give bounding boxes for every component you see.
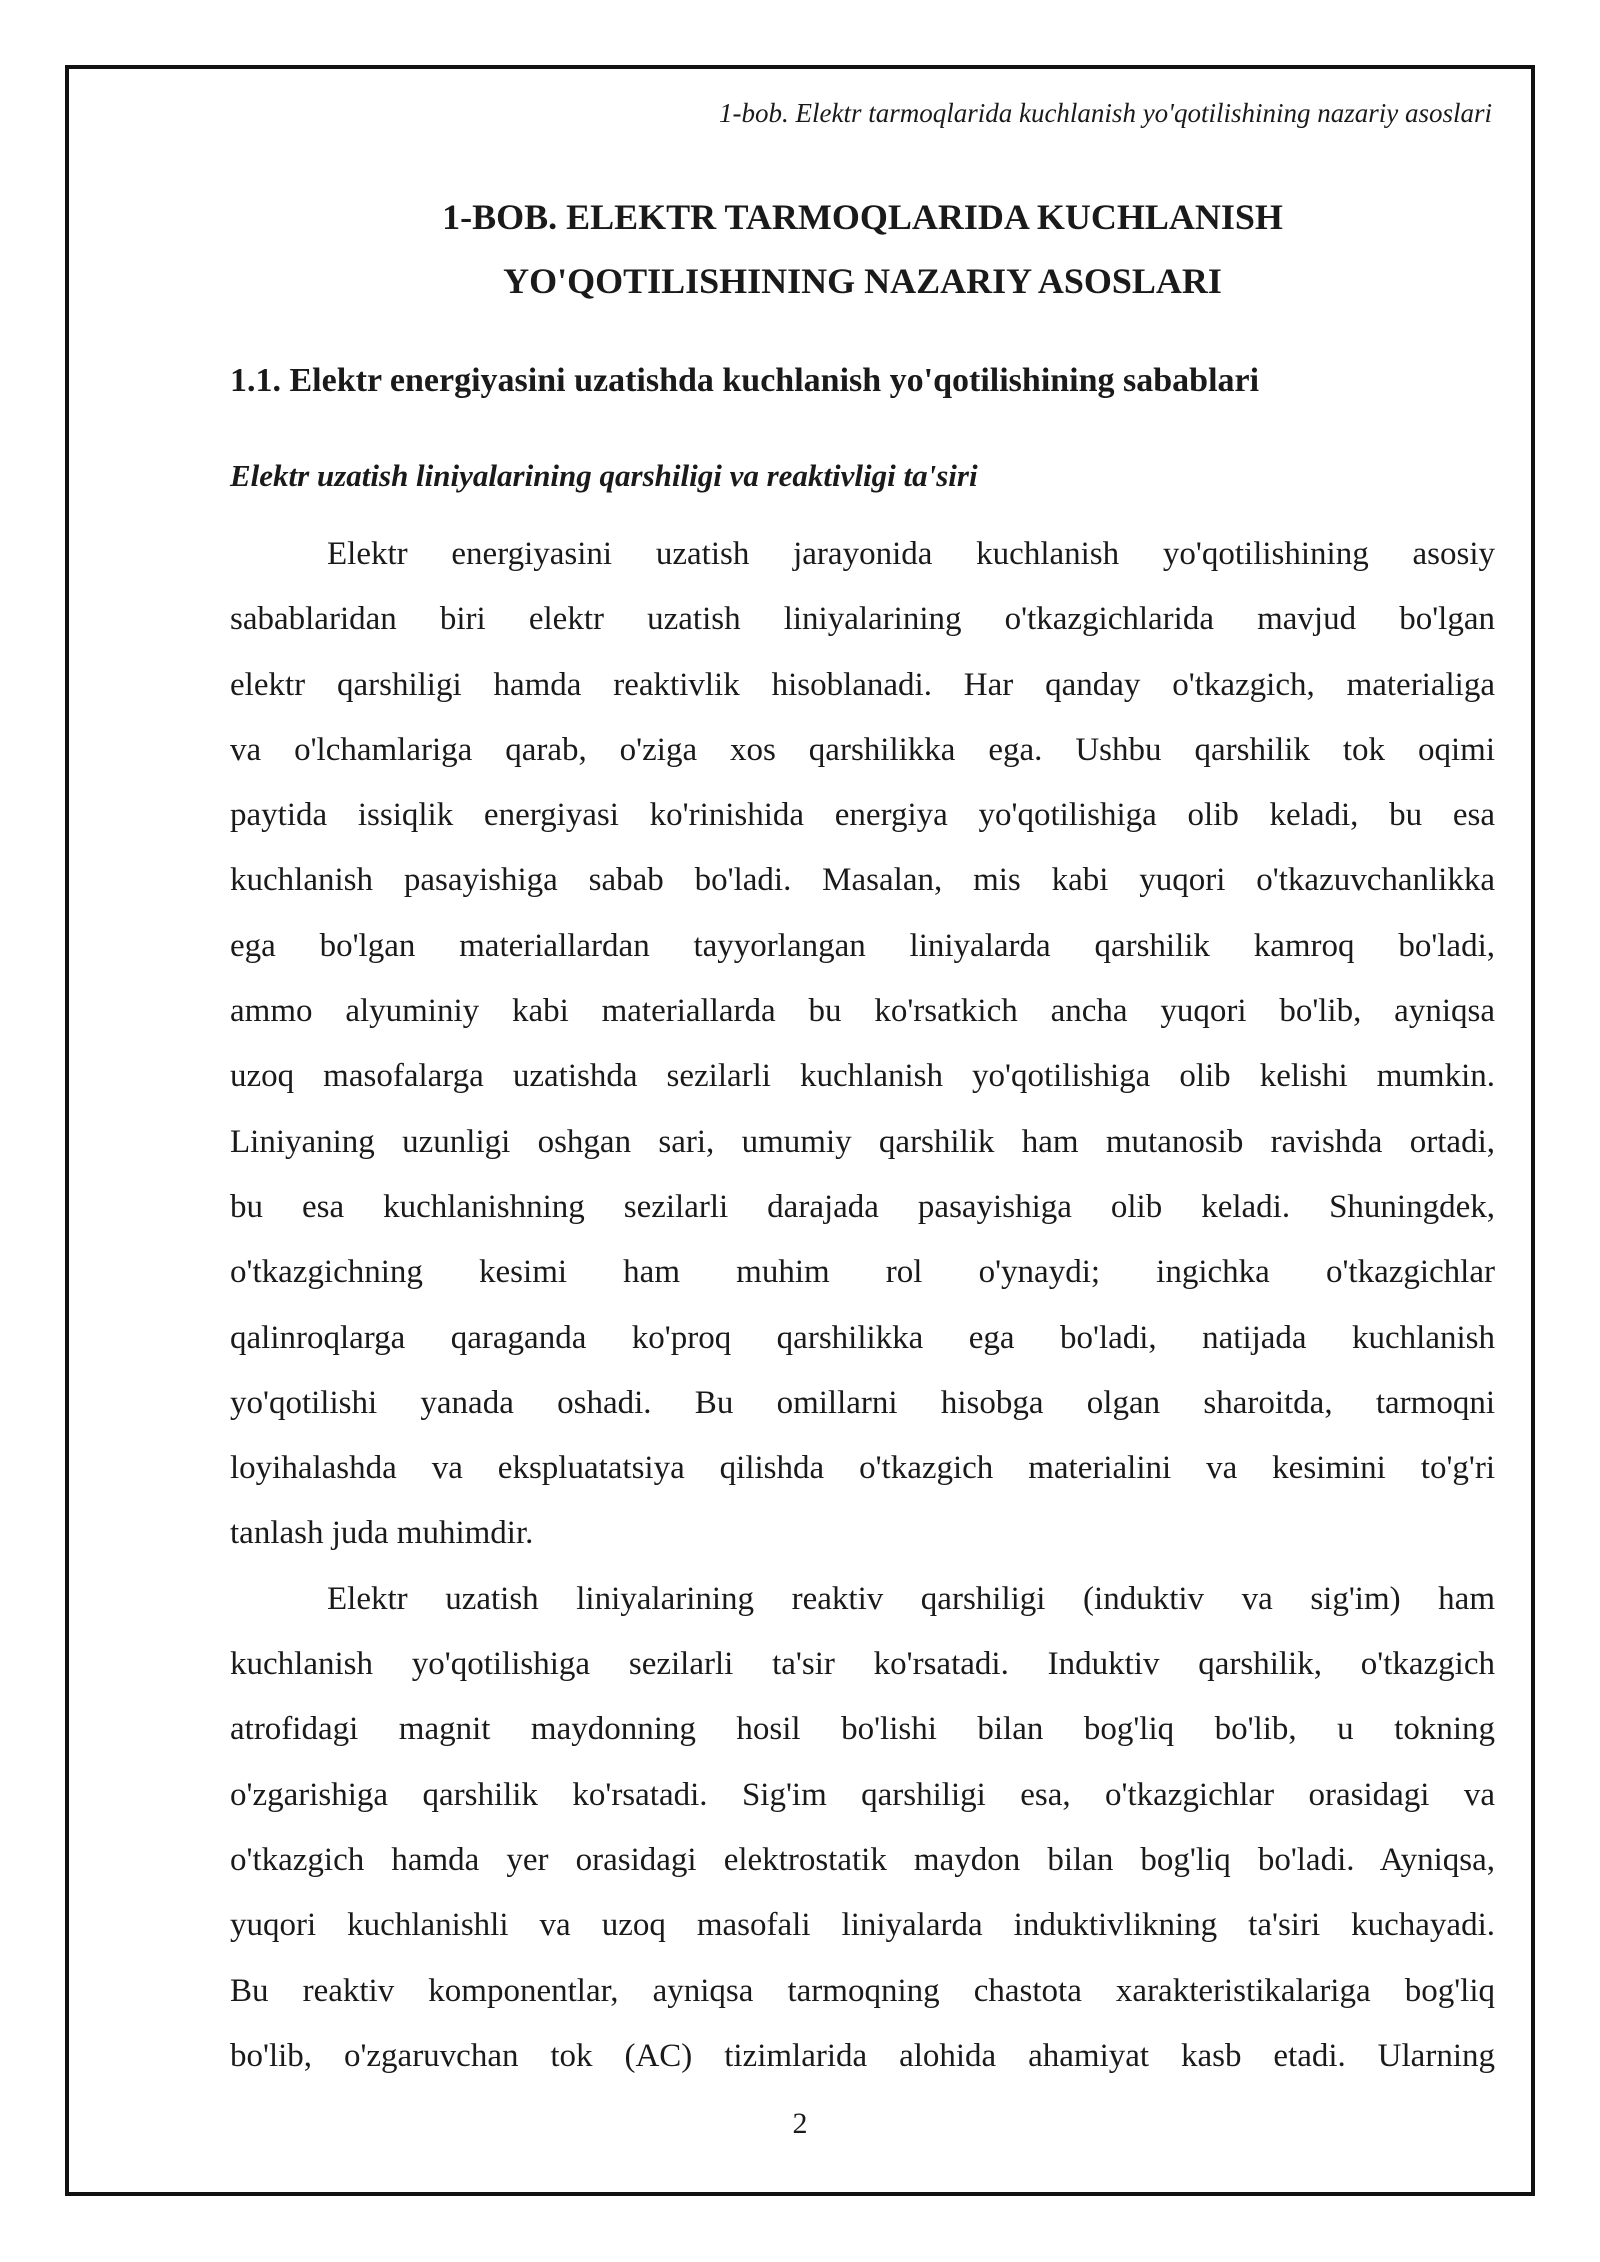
running-header: 1-bob. Elektr tarmoqlarida kuchlanish yo'qotilishining nazariy asoslari <box>718 98 1492 128</box>
text-line: kuchlanish yo'qotilishiga sezilarli ta'sir ko'rsatadi. Induktiv qarshilik, o'tkazgich <box>230 1646 1495 1683</box>
body-text <box>230 522 1495 2089</box>
text-line: Elektr uzatish liniyalarining reaktiv qarshiligi (induktiv va sig'im) ham <box>327 1580 1495 1617</box>
text-line: atrofidagi magnit maydonning hosil bo'lishi bilan bog'liq bo'lib, u tokning <box>230 1711 1495 1748</box>
paragraph-2 <box>230 1567 1495 2089</box>
text-line: elektr qarshiligi hamda reaktivlik hisoblanadi. Har qanday o'tkazgich, materialiga <box>230 666 1495 703</box>
text-line: tanlash juda muhimdir. <box>230 1515 534 1552</box>
text-line: o'tkazgich hamda yer orasidagi elektrostatik maydon bilan bog'liq bo'ladi. Ayniqsa, <box>230 1841 1495 1878</box>
text-line: uzoq masofalarga uzatishda sezilarli kuchlanish yo'qotilishiga olib kelishi mumkin. <box>230 1058 1495 1095</box>
text-line: Bu reaktiv komponentlar, ayniqsa tarmoqning chastota xarakteristikalariga bog'liq <box>230 1972 1495 2009</box>
page-number: 2 <box>792 2107 808 2140</box>
text-line: yuqori kuchlanishli va uzoq masofali liniyalarda induktivlikning ta'siri kuchayadi. <box>230 1907 1495 1944</box>
text-line: paytida issiqlik energiyasi ko'rinishida energiya yo'qotilishiga olib keladi, bu esa <box>230 797 1495 834</box>
paragraph-1 <box>230 522 1495 1567</box>
text-line: sabablaridan biri elektr uzatish liniyalarining o'tkazgichlarida mavjud bo'lgan <box>230 601 1495 638</box>
text-line: qalinroqlarga qaraganda ko'proq qarshilikka ega bo'ladi, natijada kuchlanish <box>230 1319 1495 1356</box>
chapter-title-line: YO'QOTILISHINING NAZARIY ASOSLARI <box>503 261 1222 301</box>
text-line: o'zgarishiga qarshilik ko'rsatadi. Sig'im qarshiligi esa, o'tkazgichlar orasidagi va <box>230 1776 1495 1813</box>
text-line: Elektr energiyasini uzatish jarayonida kuchlanish yo'qotilishining asosiy <box>327 536 1495 572</box>
chapter-title <box>230 185 1495 313</box>
text-line: ega bo'lgan materiallardan tayyorlangan liniyalarda qarshilik kamroq bo'ladi, <box>230 927 1495 964</box>
text-line: bu esa kuchlanishning sezilarli darajada pasayishiga olib keladi. Shuningdek, <box>230 1188 1495 1225</box>
text-line: kuchlanish pasayishiga sabab bo'ladi. Masalan, mis kabi yuqori o'tkazuvchanlikka <box>230 862 1495 899</box>
text-line: bo'lib, o'zgaruvchan tok (AC) tizimlarida alohida ahamiyat kasb etadi. Ularning <box>230 2037 1495 2074</box>
text-line: ammo alyuminiy kabi materiallarda bu ko'rsatkich ancha yuqori bo'lib, ayniqsa <box>230 993 1495 1030</box>
text-line: o'tkazgichning kesimi ham muhim rol o'ynaydi; ingichka o'tkazgichlar <box>230 1254 1495 1291</box>
text-line: yo'qotilishi yanada oshadi. Bu omillarni hisobga olgan sharoitda, tarmoqni <box>230 1384 1495 1421</box>
text-line: Liniyaning uzunligi oshgan sari, umumiy qarshilik ham mutanosib ravishda ortadi, <box>230 1123 1495 1160</box>
text-line: va o'lchamlariga qarab, o'ziga xos qarshilikka ega. Ushbu qarshilik tok oqimi <box>230 731 1495 768</box>
section-heading: 1.1. Elektr energiyasini uzatishda kuchlanish yo'qotilishining sabablari <box>230 362 1260 399</box>
chapter-title-line: 1-BOB. ELEKTR TARMOQLARIDA KUCHLANISH <box>442 197 1283 237</box>
subsection-heading: Elektr uzatish liniyalarining qarshiligi va reaktivligi ta'siri <box>230 458 978 493</box>
text-line: loyihalashda va ekspluatatsiya qilishda o'tkazgich materialini va kesimini to'g'ri <box>230 1450 1495 1487</box>
